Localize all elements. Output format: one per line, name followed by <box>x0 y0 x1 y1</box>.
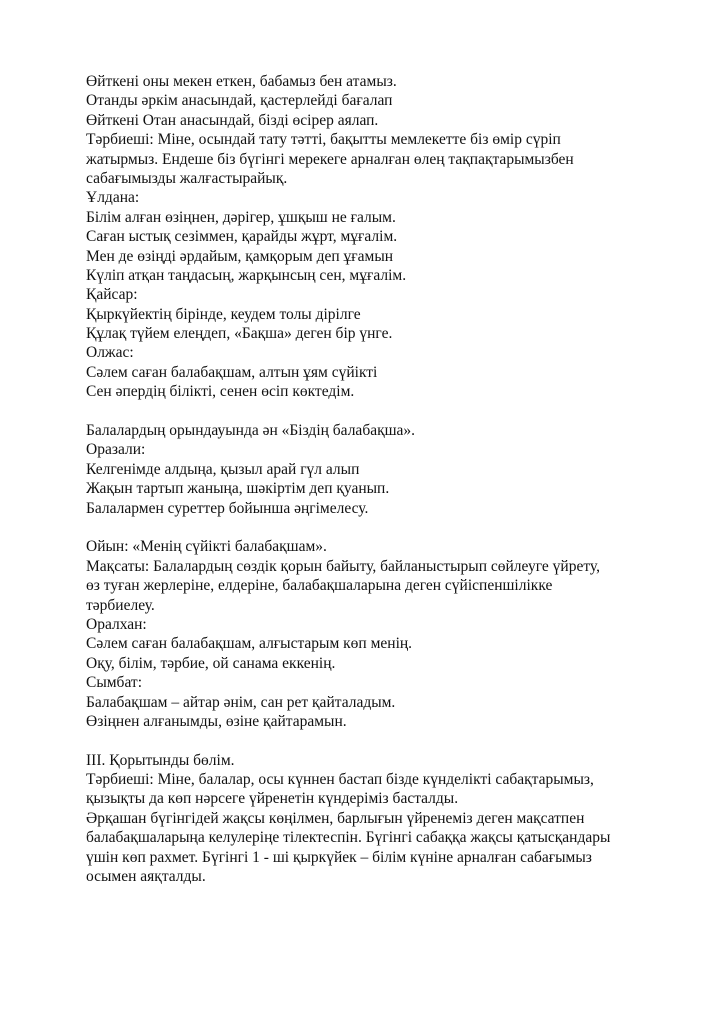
blank-line <box>86 402 706 421</box>
text-line: Сымбат: <box>86 674 143 692</box>
text-line: Келгенімде алдыңа, қызыл арай гүл алып <box>86 460 360 478</box>
text-line: балабақшаларыңа келулеріңе тілектеспін. Бүгінгі сабаққа жақсы қатысқандары <box>86 829 611 847</box>
text-line: Балабақшам – айтар әнім, сан рет қайталадым. <box>86 693 396 711</box>
text-line: Олжас: <box>86 344 134 362</box>
text-line: Өйткені оны мекен еткен, бабамыз бен атамыз. <box>86 73 397 90</box>
text-line: Оқу, білім, тәрбие, ой санама еккенің. <box>86 654 336 672</box>
text-line: Тәрбиеші: Міне, осындай тату тәтті, бақытты мемлекетте біз өмір сүріп <box>86 131 561 149</box>
text-line: Саған ыстық сезіммен, қарайды жұрт, мұғалім. <box>86 228 398 246</box>
blank-line <box>86 731 706 750</box>
text-line: осымен аяқталды. <box>86 868 206 886</box>
text-line: Күліп атқан таңдасың, жарқынсың сен, мұғалім. <box>86 266 407 284</box>
text-line: Оразали: <box>86 441 146 459</box>
text-line: Тәрбиеші: Міне, балалар, осы күннен бастап бізде күнделікті сабақтарымыз, <box>86 771 594 789</box>
text-line: Өйткені Отан анасындай, бізді өсірер аялап. <box>86 111 379 129</box>
text-line: Білім алған өзіңнен, дәрігер, ұшқыш не ғалым. <box>86 208 396 226</box>
text-line: Әрқашан бүгінгідей жақсы көңілмен, барлығын үйренеміз деген мақсатпен <box>86 809 585 827</box>
text-line: өз туған жерлеріне, елдеріне, балабақшаларына деген сүйіспеншілікке <box>86 577 553 595</box>
text-line: Мен де өзіңді әрдайым, қамқорым деп ұғамын <box>86 247 394 265</box>
text-line: тәрбиелеу. <box>86 596 155 614</box>
blank-line <box>86 518 706 537</box>
text-line: Отанды әркім анасындай, қастерлейді бағалап <box>86 92 393 110</box>
text-line: Сен әпердің білікті, сенен өсіп көктедім. <box>86 383 355 401</box>
text-line: Қыркүйектің бірінде, кеудем толы дірілге <box>86 305 361 323</box>
document-body <box>86 72 706 886</box>
text-line: Ұлдана: <box>86 189 140 207</box>
text-line: Мақсаты: Балалардың сөздік қорын байыту, байланыстырып сөйлеуге үйрету, <box>86 557 600 575</box>
text-line: қызықты да көп нәрсеге үйренетін күндеріміз басталды. <box>86 790 459 808</box>
text-line: Ойын: «Менің сүйікті балабақшам». <box>86 538 327 556</box>
text-line: Өзіңнен алғанымды, өзіне қайтарамын. <box>86 712 347 730</box>
text-line: Оралхан: <box>86 615 147 633</box>
text-line: жатырмыз. Ендеше біз бүгінгі мерекеге арналған өлең тақпақтарымызбен <box>86 150 574 168</box>
text-line: Балалардың орындауында ән «Біздің балабақша». <box>86 422 416 440</box>
text-line: Құлақ түйем елеңдеп, «Бақша» деген бір үнге. <box>86 325 393 343</box>
text-line: Сәлем саған балабақшам, алғыстарым көп менің. <box>86 635 413 653</box>
text-line: Жақын тартып жаныңа, шәкіртім деп қуанып. <box>86 480 390 498</box>
text-line: үшін көп рахмет. Бүгінгі 1 - ші қыркүйек – білім күніне арналған сабағымыз <box>86 848 592 866</box>
text-line: Балалармен суреттер бойынша әңгімелесу. <box>86 499 369 517</box>
text-line: сабағымызды жалғастырайық. <box>86 169 288 187</box>
text-line: Қайсар: <box>86 286 138 304</box>
text-line: III. Қорытынды бөлім. <box>86 751 235 769</box>
text-line: Сәлем саған балабақшам, алтын ұям сүйікті <box>86 363 378 381</box>
